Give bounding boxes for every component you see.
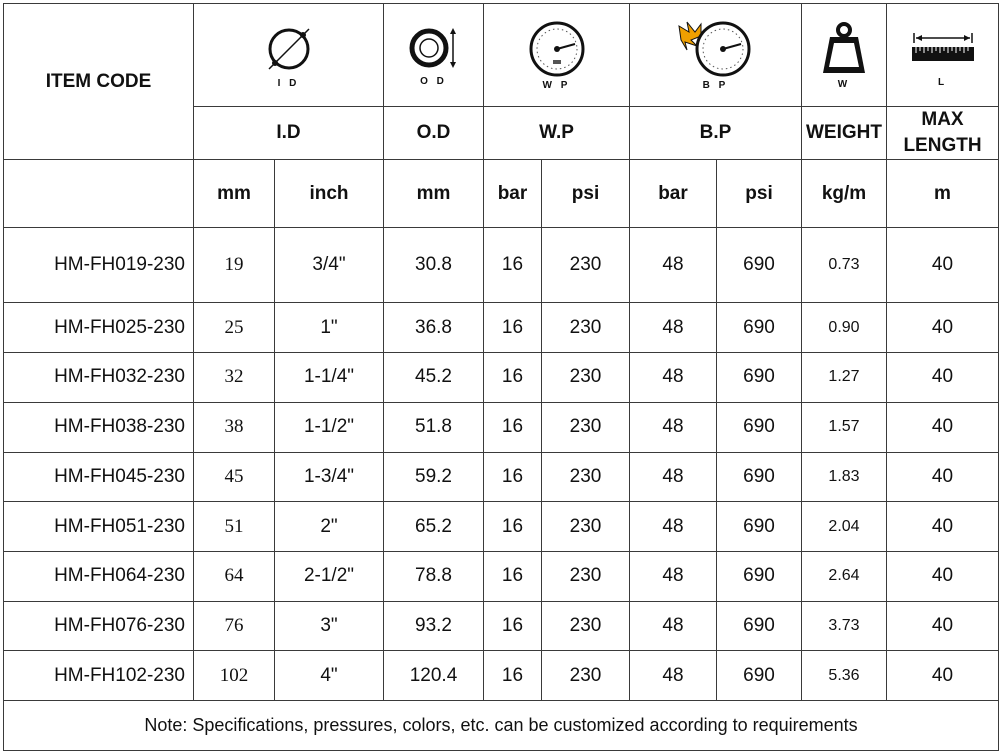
table-row	[4, 402, 999, 452]
id-inch-cell: 1"	[275, 303, 384, 353]
id-icon-label: I D	[277, 78, 300, 90]
length-cell: 40	[887, 551, 999, 601]
ring-icon	[262, 22, 316, 76]
length-icon-cell	[887, 4, 999, 107]
id-mm-cell: 45	[194, 452, 275, 502]
id-group-header: I.D	[194, 106, 384, 160]
unit-bp-psi: psi	[717, 160, 802, 228]
length-cell: 40	[887, 502, 999, 552]
id-inch-cell: 4"	[275, 651, 384, 701]
od-mm-cell: 30.8	[384, 228, 484, 303]
item-code-header: ITEM CODE	[4, 4, 194, 160]
footer-note: Note: Specifications, pressures, colors, etc. can be customized according to requirements	[4, 701, 999, 751]
wp-bar-cell: 16	[484, 402, 542, 452]
unit-od-mm: mm	[384, 160, 484, 228]
od-mm-cell: 51.8	[384, 402, 484, 452]
unit-id-inch: inch	[275, 160, 384, 228]
length-cell: 40	[887, 601, 999, 651]
weight-icon-cell	[802, 4, 887, 107]
id-mm-cell: 51	[194, 502, 275, 552]
max-length-header	[887, 106, 999, 160]
weight-icon	[819, 21, 869, 77]
table-row	[4, 452, 999, 502]
wp-psi-cell: 230	[542, 502, 630, 552]
id-inch-cell: 1-1/4"	[275, 353, 384, 403]
table-row	[4, 651, 999, 701]
bp-bar-cell: 48	[630, 551, 717, 601]
od-mm-cell: 93.2	[384, 601, 484, 651]
bp-bar-cell: 48	[630, 452, 717, 502]
unit-weight: kg/m	[802, 160, 887, 228]
weight-icon-label: W	[837, 79, 851, 91]
length-cell: 40	[887, 452, 999, 502]
wp-icon-cell	[484, 4, 630, 107]
bp-psi-cell: 690	[717, 303, 802, 353]
max-length-line2: LENGTH	[903, 134, 982, 156]
data-rows	[4, 228, 999, 701]
wp-bar-cell: 16	[484, 502, 542, 552]
od-icon-cell	[384, 4, 484, 107]
od-group-header: O.D	[384, 106, 484, 160]
item-code-cell: HM-FH051-230	[4, 502, 194, 552]
weight-cell: 1.57	[802, 402, 887, 452]
bp-psi-cell: 690	[717, 601, 802, 651]
id-mm-cell: 76	[194, 601, 275, 651]
bp-group-header: B.P	[630, 106, 802, 160]
item-code-cell: HM-FH019-230	[4, 228, 194, 303]
wp-icon-label: W P	[542, 80, 571, 92]
bp-psi-cell: 690	[717, 402, 802, 452]
table-row	[4, 228, 999, 303]
bp-bar-cell: 48	[630, 303, 717, 353]
wp-psi-cell: 230	[542, 228, 630, 303]
table-row	[4, 551, 999, 601]
weight-cell: 1.83	[802, 452, 887, 502]
od-mm-cell: 36.8	[384, 303, 484, 353]
wp-psi-cell: 230	[542, 551, 630, 601]
unit-wp-bar: bar	[484, 160, 542, 228]
wp-bar-cell: 16	[484, 551, 542, 601]
ring-thickness-icon	[407, 24, 461, 74]
length-cell: 40	[887, 651, 999, 701]
wp-psi-cell: 230	[542, 353, 630, 403]
bp-bar-cell: 48	[630, 601, 717, 651]
weight-cell: 5.36	[802, 651, 887, 701]
unit-bp-bar: bar	[630, 160, 717, 228]
weight-cell: 2.64	[802, 551, 887, 601]
weight-group-header: WEIGHT	[802, 106, 887, 160]
od-icon-label: O D	[420, 76, 447, 88]
item-code-cell: HM-FH064-230	[4, 551, 194, 601]
pressure-gauge-icon	[527, 20, 587, 78]
bp-bar-cell: 48	[630, 402, 717, 452]
id-inch-cell: 1-1/2"	[275, 402, 384, 452]
item-code-cell: HM-FH076-230	[4, 601, 194, 651]
od-mm-cell: 59.2	[384, 452, 484, 502]
length-cell: 40	[887, 303, 999, 353]
unit-length: m	[887, 160, 999, 228]
bp-bar-cell: 48	[630, 353, 717, 403]
wp-bar-cell: 16	[484, 353, 542, 403]
bp-bar-cell: 48	[630, 228, 717, 303]
id-mm-cell: 64	[194, 551, 275, 601]
od-mm-cell: 78.8	[384, 551, 484, 601]
table-row	[4, 601, 999, 651]
item-code-unit-empty	[4, 160, 194, 228]
od-mm-cell: 120.4	[384, 651, 484, 701]
weight-cell: 0.73	[802, 228, 887, 303]
wp-psi-cell: 230	[542, 601, 630, 651]
wp-psi-cell: 230	[542, 452, 630, 502]
length-cell: 40	[887, 228, 999, 303]
item-code-cell: HM-FH038-230	[4, 402, 194, 452]
id-mm-cell: 38	[194, 402, 275, 452]
item-code-cell: HM-FH102-230	[4, 651, 194, 701]
wp-psi-cell: 230	[542, 303, 630, 353]
od-mm-cell: 45.2	[384, 353, 484, 403]
bp-icon-cell	[630, 4, 802, 107]
item-code-cell: HM-FH025-230	[4, 303, 194, 353]
unit-wp-psi: psi	[542, 160, 630, 228]
length-cell: 40	[887, 353, 999, 403]
weight-cell: 3.73	[802, 601, 887, 651]
spec-table	[3, 3, 999, 751]
wp-psi-cell: 230	[542, 402, 630, 452]
length-cell: 40	[887, 402, 999, 452]
weight-cell: 0.90	[802, 303, 887, 353]
bp-psi-cell: 690	[717, 551, 802, 601]
item-code-cell: HM-FH045-230	[4, 452, 194, 502]
id-inch-cell: 3/4"	[275, 228, 384, 303]
id-inch-cell: 2-1/2"	[275, 551, 384, 601]
bp-psi-cell: 690	[717, 452, 802, 502]
id-mm-cell: 102	[194, 651, 275, 701]
od-mm-cell: 65.2	[384, 502, 484, 552]
item-code-cell: HM-FH032-230	[4, 353, 194, 403]
wp-bar-cell: 16	[484, 228, 542, 303]
bp-bar-cell: 48	[630, 502, 717, 552]
bp-psi-cell: 690	[717, 353, 802, 403]
ruler-icon	[910, 23, 976, 75]
id-inch-cell: 1-3/4"	[275, 452, 384, 502]
id-inch-cell: 3"	[275, 601, 384, 651]
length-icon-label: L	[937, 77, 948, 89]
table-row	[4, 303, 999, 353]
bp-psi-cell: 690	[717, 228, 802, 303]
id-mm-cell: 32	[194, 353, 275, 403]
id-mm-cell: 25	[194, 303, 275, 353]
id-inch-cell: 2"	[275, 502, 384, 552]
burst-gauge-icon	[677, 20, 755, 78]
wp-bar-cell: 16	[484, 601, 542, 651]
weight-cell: 2.04	[802, 502, 887, 552]
unit-id-mm: mm	[194, 160, 275, 228]
bp-psi-cell: 690	[717, 651, 802, 701]
wp-bar-cell: 16	[484, 651, 542, 701]
max-length-line1: MAX	[921, 108, 964, 130]
wp-bar-cell: 16	[484, 452, 542, 502]
wp-group-header: W.P	[484, 106, 630, 160]
table-row	[4, 353, 999, 403]
id-mm-cell: 19	[194, 228, 275, 303]
table-row	[4, 502, 999, 552]
bp-icon-label: B P	[702, 80, 729, 92]
wp-bar-cell: 16	[484, 303, 542, 353]
wp-psi-cell: 230	[542, 651, 630, 701]
id-icon-cell	[194, 4, 384, 107]
bp-bar-cell: 48	[630, 651, 717, 701]
weight-cell: 1.27	[802, 353, 887, 403]
bp-psi-cell: 690	[717, 502, 802, 552]
